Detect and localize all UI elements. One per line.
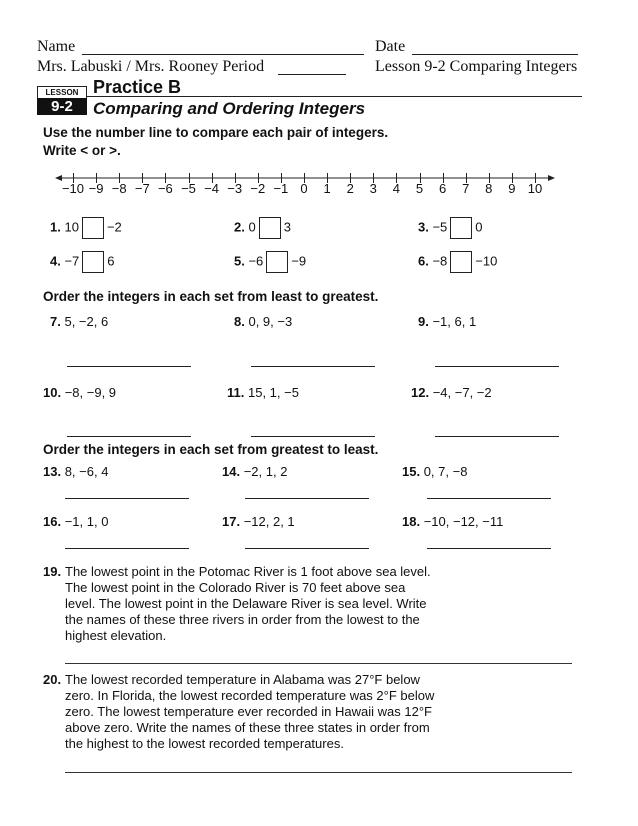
number-line-label: −2 bbox=[250, 181, 266, 196]
period-field[interactable] bbox=[278, 74, 346, 75]
problem-20-number: 20. bbox=[43, 672, 62, 687]
lesson-number-badge: 9-2 bbox=[37, 98, 87, 115]
problem-16: 16. −1, 1, 0 bbox=[43, 514, 109, 529]
problem-10: 10. −8, −9, 9 bbox=[43, 385, 117, 400]
number-line-label: 4 bbox=[392, 181, 400, 196]
name-field[interactable] bbox=[82, 54, 364, 55]
name-label: Name bbox=[37, 38, 76, 55]
answer-line-15[interactable] bbox=[427, 498, 551, 499]
problem-2: 2. 0 3 bbox=[234, 217, 291, 239]
problem-4: 4. −7 6 bbox=[50, 251, 115, 273]
answer-line-13[interactable] bbox=[65, 498, 189, 499]
number-line-label: −10 bbox=[61, 181, 85, 196]
number-line-label: 1 bbox=[323, 181, 331, 196]
number-line-label: −6 bbox=[157, 181, 173, 196]
problem-1: 1. 10 −2 bbox=[50, 217, 122, 239]
number-line-label: −9 bbox=[88, 181, 104, 196]
number-line-label: 2 bbox=[346, 181, 354, 196]
number-line-label: 5 bbox=[415, 181, 424, 196]
section1-instructions-1: Use the number line to compare each pair of integers. bbox=[43, 125, 389, 140]
practice-label: Practice B bbox=[93, 77, 182, 97]
date-label: Date bbox=[375, 38, 406, 55]
number-line-label: 8 bbox=[485, 181, 493, 196]
problem-15: 15. 0, 7, −8 bbox=[402, 464, 468, 479]
number-line-label: −3 bbox=[227, 181, 243, 196]
number-line-label: −5 bbox=[181, 181, 196, 196]
section1-instructions-2: Write < or >. bbox=[43, 143, 121, 158]
problem-5: 5. −6 −9 bbox=[234, 251, 306, 273]
number-line-label: 0 bbox=[300, 181, 308, 196]
number-line-label: 7 bbox=[462, 181, 470, 196]
problem-18: 18. −10, −12, −11 bbox=[402, 514, 504, 529]
number-line-label: 10 bbox=[527, 181, 543, 196]
problem-9: 9. −1, 6, 1 bbox=[418, 314, 477, 329]
answer-line-20[interactable] bbox=[65, 772, 572, 773]
answer-box-4[interactable] bbox=[82, 251, 104, 273]
number-line-label: 6 bbox=[438, 181, 447, 196]
teacher-period: Mrs. Labuski / Mrs. Rooney Period bbox=[37, 58, 265, 75]
problem-19-number: 19. bbox=[43, 564, 62, 579]
problem-11: 11. 15, 1, −5 bbox=[227, 385, 299, 400]
answer-line-18[interactable] bbox=[427, 548, 551, 549]
answer-line-12[interactable] bbox=[435, 436, 559, 437]
answer-line-7[interactable] bbox=[67, 366, 191, 367]
problem-20-text: The lowest recorded temperature in Alabama was 27°F below zero. In Florida, the lowest recorded temperature was 2°F below zero. The lowest temperature ever recorded in Hawaii was 12°F above zero. Write the names of these three states in order from the highest to the lowest recorded temperatures. bbox=[65, 672, 435, 751]
section2-instructions: Order the integers in each set from least to greatest. bbox=[43, 289, 379, 304]
answer-line-17[interactable] bbox=[245, 548, 369, 549]
answer-box-5[interactable] bbox=[266, 251, 288, 273]
problem-12: 12. −4, −7, −2 bbox=[411, 385, 492, 400]
number-line-labels bbox=[55, 170, 555, 200]
answer-box-1[interactable] bbox=[82, 217, 104, 239]
number-line-label: −8 bbox=[111, 181, 127, 196]
number-line-label: −1 bbox=[273, 181, 289, 196]
number-line-label: −7 bbox=[134, 181, 150, 196]
problem-13: 13. 8, −6, 4 bbox=[43, 464, 109, 479]
problem-17: 17. −12, 2, 1 bbox=[222, 514, 295, 529]
answer-line-14[interactable] bbox=[245, 498, 369, 499]
answer-line-19[interactable] bbox=[65, 663, 572, 664]
problem-8: 8. 0, 9, −3 bbox=[234, 314, 293, 329]
answer-line-16[interactable] bbox=[65, 548, 189, 549]
number-line-label: 9 bbox=[508, 181, 516, 196]
problem-3: 3. −5 0 bbox=[418, 217, 483, 239]
section3-instructions: Order the integers in each set from greatest to least. bbox=[43, 442, 379, 457]
lesson-word: LESSON bbox=[37, 86, 87, 99]
lesson-title: Lesson 9-2 Comparing Integers bbox=[375, 58, 578, 75]
answer-box-6[interactable] bbox=[450, 251, 472, 273]
number-line-label: −4 bbox=[204, 181, 219, 196]
problem-19-text: The lowest point in the Potomac River is 1 foot above sea level. The lowest point in the Colorado River is 70 feet above sea level. The lowest point in the Delaware River is sea level. Write the names of these three rivers in order from the lowest to the highest elevation. bbox=[65, 564, 431, 643]
date-field[interactable] bbox=[412, 54, 578, 55]
problem-6: 6. −8 −10 bbox=[418, 251, 497, 273]
number-line-label: 3 bbox=[369, 181, 377, 196]
answer-box-3[interactable] bbox=[450, 217, 472, 239]
problem-14: 14. −2, 1, 2 bbox=[222, 464, 288, 479]
answer-line-11[interactable] bbox=[251, 436, 375, 437]
answer-line-10[interactable] bbox=[67, 436, 191, 437]
answer-line-9[interactable] bbox=[435, 366, 559, 367]
problem-7: 7. 5, −2, 6 bbox=[50, 314, 109, 329]
worksheet-title: Comparing and Ordering Integers bbox=[93, 99, 366, 118]
answer-line-8[interactable] bbox=[251, 366, 375, 367]
answer-box-2[interactable] bbox=[259, 217, 281, 239]
